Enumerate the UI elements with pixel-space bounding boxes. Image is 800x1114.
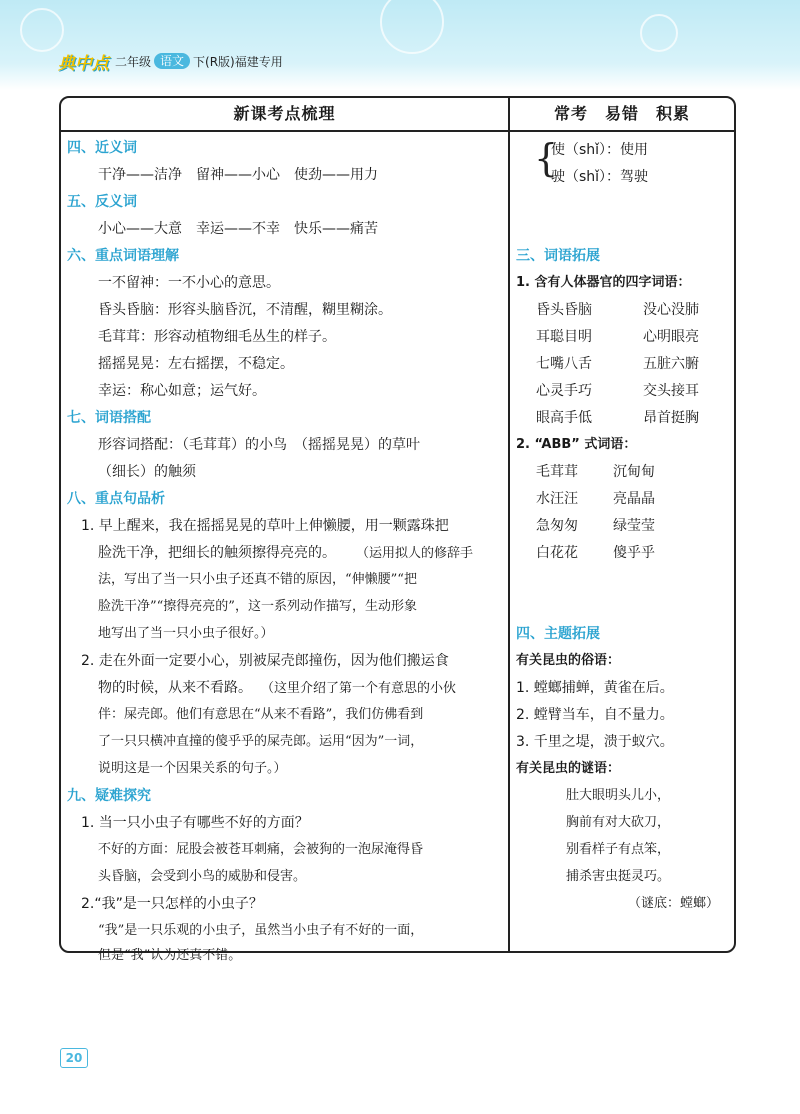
- left-column-title: 新课考点梳理: [233, 104, 336, 123]
- page-number: 20: [60, 1048, 88, 1068]
- word-meaning-line: 摇摇晃晃：左右摇摆，不稳定。: [98, 356, 294, 372]
- body-idioms-subtitle: 1. 含有人体器官的四字词语：: [516, 275, 691, 290]
- analysis-item-2-line: 2. 走在外面一定要小心，别被屎壳郎撞伤，因为他们搬运食: [81, 653, 449, 669]
- idiom-item: 耳聪目明: [536, 329, 592, 345]
- abb-word-item: 毛茸茸: [536, 464, 578, 480]
- idiom-item: 心灵手巧: [536, 383, 592, 399]
- riddle-line: 别看样子有点笨，: [566, 842, 671, 857]
- idiom-item: 眼高手低: [536, 410, 592, 426]
- column-divider: [508, 98, 510, 951]
- inquiry-answer-1: 不好的方面：屁股会被苍耳刺痛，会被狗的一泡尿淹得昏: [98, 842, 424, 857]
- polyphone-line: 驶（shǐ）：驾驶: [551, 169, 649, 185]
- analysis-item-1-note: 法，写出了当一只小虫子还真不错的原因，“伸懒腰”“把: [98, 572, 417, 587]
- page-header: [58, 51, 283, 74]
- word-meaning-line: 昏头昏脑：形容头脑昏沉，不清醒，糊里糊涂。: [98, 302, 392, 318]
- abb-word-item: 白花花: [536, 545, 578, 561]
- word-meaning-line: 毛茸茸：形容动植物细毛丛生的样子。: [98, 329, 336, 345]
- collocation-line: 形容词搭配：（毛茸茸）的小鸟 （摇摇晃晃）的草叶: [98, 437, 420, 453]
- collocation-line: （细长）的触须: [98, 464, 196, 480]
- analysis-item-1-line: 1. 早上醒来，我在摇摇晃晃的草叶上伸懒腰，用一颗露珠把: [81, 518, 449, 534]
- idiom-item: 交头接耳: [643, 383, 699, 399]
- section-inquiry-title: 九、疑难探究: [67, 788, 151, 804]
- abb-word-item: 绿莹莹: [613, 518, 655, 534]
- analysis-item-1-note: 地写出了当一只小虫子很好。）: [98, 626, 274, 641]
- inquiry-question-2: 2.“我”是一只怎样的小虫子？: [81, 896, 263, 912]
- section-antonyms-title: 五、反义词: [67, 194, 137, 210]
- synonyms-line: 干净——洁净 留神——小心 使劲——用力: [98, 167, 378, 183]
- riddle-line: 胸前有对大砍刀，: [566, 815, 671, 830]
- inquiry-answer-1: 头昏脑，会受到小鸟的威胁和侵害。: [98, 869, 307, 884]
- analysis-item-2-note: 伴：屎壳郎。他们有意思在“从来不看路”，我们仿佛看到: [98, 707, 424, 722]
- analysis-item-1-line: 脸洗干净，把细长的触须擦得亮亮的。: [98, 545, 336, 561]
- subject-badge: 语文: [154, 53, 190, 69]
- saying-item: 1. 螳螂捕蝉，黄雀在后。: [516, 680, 674, 696]
- brand-logo: 典中点: [58, 53, 109, 74]
- idiom-item: 五脏六腑: [643, 356, 699, 372]
- idiom-item: 七嘴八舌: [536, 356, 592, 372]
- section-sentence-analysis-title: 八、重点句品析: [67, 491, 165, 507]
- abb-words-subtitle: 2. “ABB” 式词语：: [516, 437, 637, 452]
- content-table: [59, 96, 736, 963]
- insect-sayings-subtitle: 有关昆虫的俗语：: [516, 653, 621, 668]
- word-meaning-line: 幸运：称心如意；运气好。: [98, 383, 266, 399]
- riddle-line: 肚大眼明头儿小，: [566, 788, 671, 803]
- insect-riddle-subtitle: 有关昆虫的谜语：: [516, 761, 621, 776]
- idiom-item: 心明眼亮: [643, 329, 699, 345]
- inquiry-question-1: 1. 当一只小虫子有哪些不好的方面？: [81, 815, 309, 831]
- section-collocation-title: 七、词语搭配: [67, 410, 151, 426]
- inquiry-answer-2: “我”是一只乐观的小虫子，虽然当小虫子有不好的一面，: [98, 923, 424, 938]
- abb-word-item: 傻乎乎: [613, 545, 655, 561]
- word-meaning-line: 一不留神：一不小心的意思。: [98, 275, 280, 291]
- analysis-item-2-note: （这里介绍了第一个有意思的小伙: [261, 681, 457, 696]
- saying-item: 2. 螳臂当车，自不量力。: [516, 707, 674, 723]
- section-synonyms-title: 四、近义词: [67, 140, 137, 156]
- grade-label: 二年级: [115, 54, 152, 69]
- abb-word-item: 水汪汪: [536, 491, 578, 507]
- saying-item: 3. 千里之堤，溃于蚁穴。: [516, 734, 674, 750]
- riddle-line: 捕杀害虫挺灵巧。: [566, 869, 671, 884]
- antonyms-line: 小心——大意 幸运——不幸 快乐——痛苦: [98, 221, 378, 237]
- abb-word-item: 亮晶晶: [613, 491, 655, 507]
- analysis-item-2-note: 了一只只横冲直撞的傻乎乎的屎壳郎。运用“因为”一词，: [98, 734, 424, 749]
- abb-word-item: 急匆匆: [536, 518, 578, 534]
- top-banner: [0, 0, 800, 90]
- analysis-item-1-note: 脸洗干净”“擦得亮亮的”，这一系列动作描写，生动形象: [98, 599, 417, 614]
- analysis-item-2-line: 物的时候，从来不看路。: [98, 680, 252, 696]
- analysis-item-1-note: （运用拟人的修辞手: [356, 546, 474, 561]
- idiom-item: 昂首挺胸: [643, 410, 699, 426]
- section-word-expansion-title: 三、词语拓展: [516, 248, 600, 264]
- idiom-item: 昏头昏脑: [536, 302, 592, 318]
- right-column-title: 常考 易错 积累: [553, 104, 690, 123]
- polyphone-line: 使（shǐ）：使用: [551, 142, 649, 158]
- term-label: 下(R版)福建专用: [193, 54, 283, 69]
- section-theme-expansion-title: 四、主题拓展: [516, 626, 600, 642]
- analysis-item-2-note: 说明这是一个因果关系的句子。）: [98, 761, 287, 776]
- brace-icon: {: [534, 136, 559, 180]
- riddle-answer: （谜底：螳螂）: [628, 896, 720, 911]
- idiom-item: 没心没肺: [643, 302, 699, 318]
- inquiry-answer-2: 但是“我”认为还真不错。: [98, 948, 242, 963]
- section-word-meaning-title: 六、重点词语理解: [67, 248, 179, 264]
- abb-word-item: 沉甸甸: [613, 464, 655, 480]
